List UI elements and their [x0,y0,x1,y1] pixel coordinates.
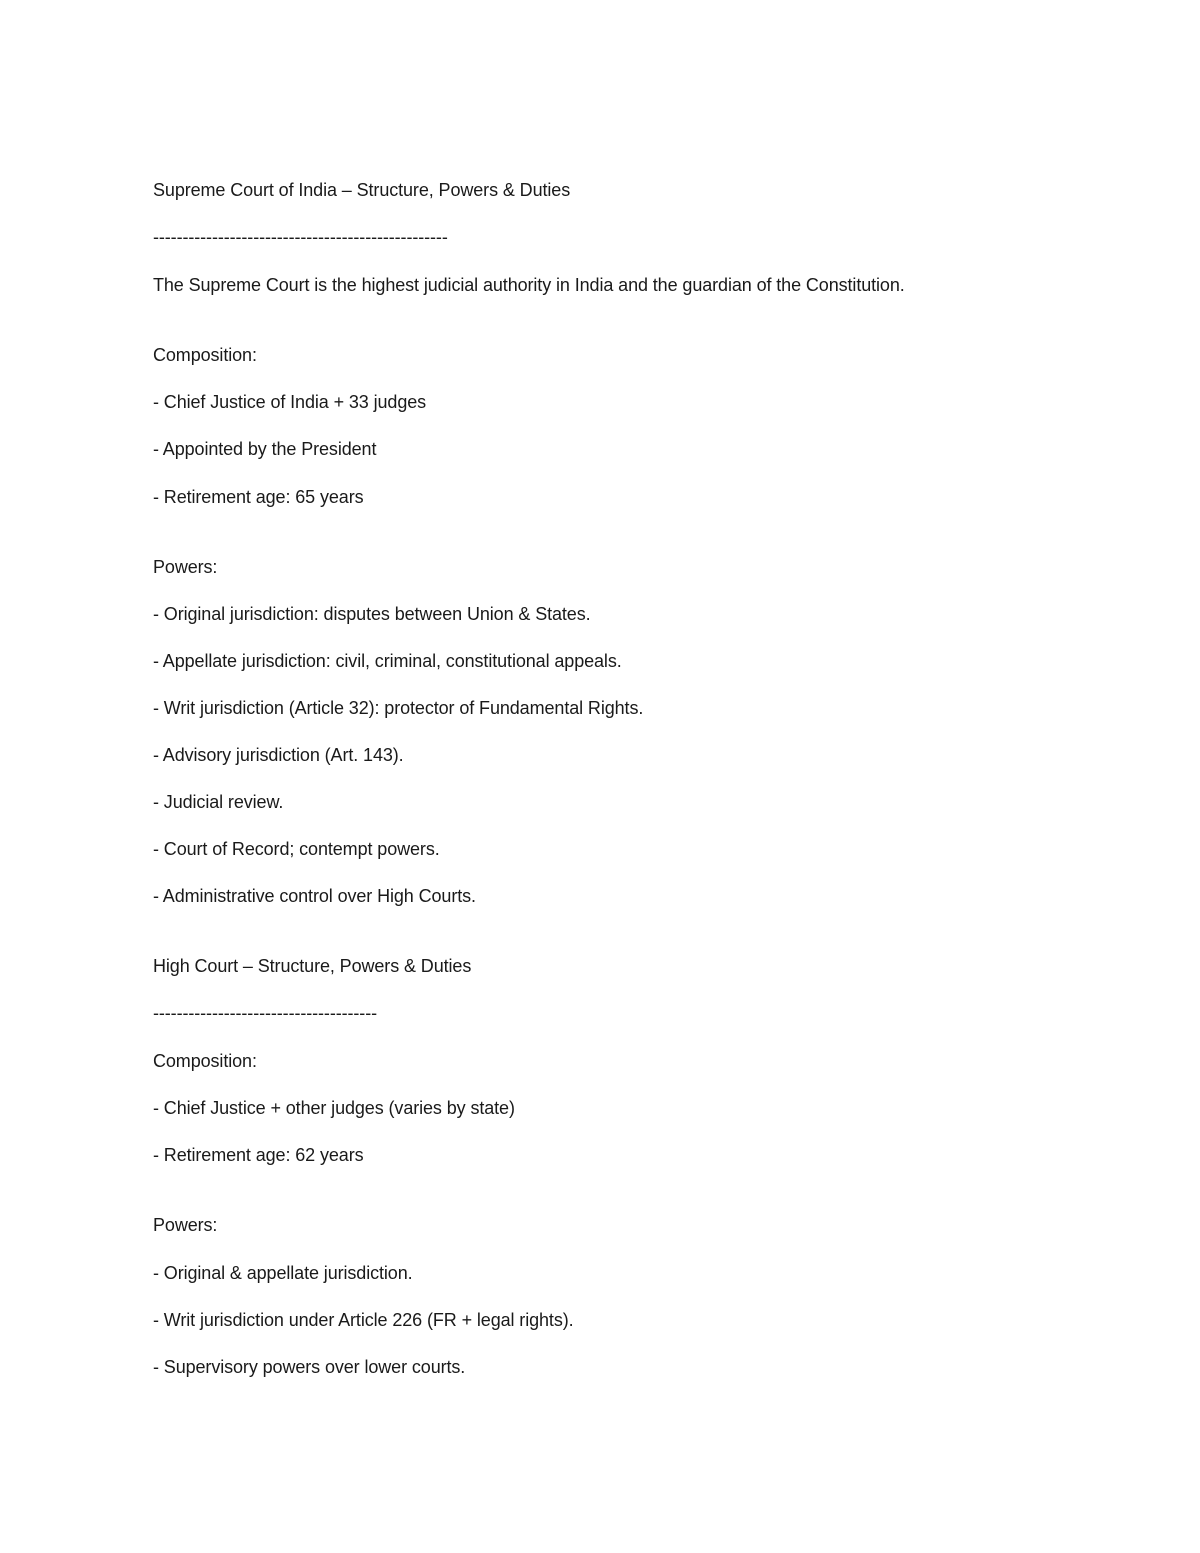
sc-powers-item: - Appellate jurisdiction: civil, criminal, constitutional appeals. [153,651,622,671]
hc-powers-heading: Powers: [153,1215,218,1235]
hc-composition-heading: Composition: [153,1051,257,1071]
sc-powers-item: - Advisory jurisdiction (Art. 143). [153,745,404,765]
hc-composition-item: - Chief Justice + other judges (varies by state) [153,1098,515,1118]
sc-composition-item: - Chief Justice of India + 33 judges [153,392,427,412]
sc-composition-heading: Composition: [153,345,257,365]
hc-section-title: High Court – Structure, Powers & Duties [153,956,472,976]
sc-powers-heading: Powers: [153,557,218,577]
sc-powers-item: - Judicial review. [153,792,284,812]
sc-powers-item: - Original jurisdiction: disputes between Union & States. [153,604,591,624]
hc-powers-item: - Supervisory powers over lower courts. [153,1357,466,1377]
sc-composition-item: - Retirement age: 65 years [153,487,364,507]
hc-title-rule: -------------------------------------- [153,1003,377,1023]
sc-intro-paragraph: The Supreme Court is the highest judicial authority in India and the guardian of the Constitution. [153,275,905,295]
hc-powers-item: - Original & appellate jurisdiction. [153,1263,413,1283]
sc-powers-item: - Court of Record; contempt powers. [153,839,440,859]
sc-composition-item: - Appointed by the President [153,439,377,459]
sc-powers-item: - Writ jurisdiction (Article 32): protector of Fundamental Rights. [153,698,644,718]
sc-powers-item: - Administrative control over High Courts. [153,886,476,906]
sc-title-rule: -------------------------------------------------- [153,227,448,247]
hc-powers-item: - Writ jurisdiction under Article 226 (FR + legal rights). [153,1310,574,1330]
sc-section-title: Supreme Court of India – Structure, Powers & Duties [153,180,571,200]
hc-composition-item: - Retirement age: 62 years [153,1145,364,1165]
